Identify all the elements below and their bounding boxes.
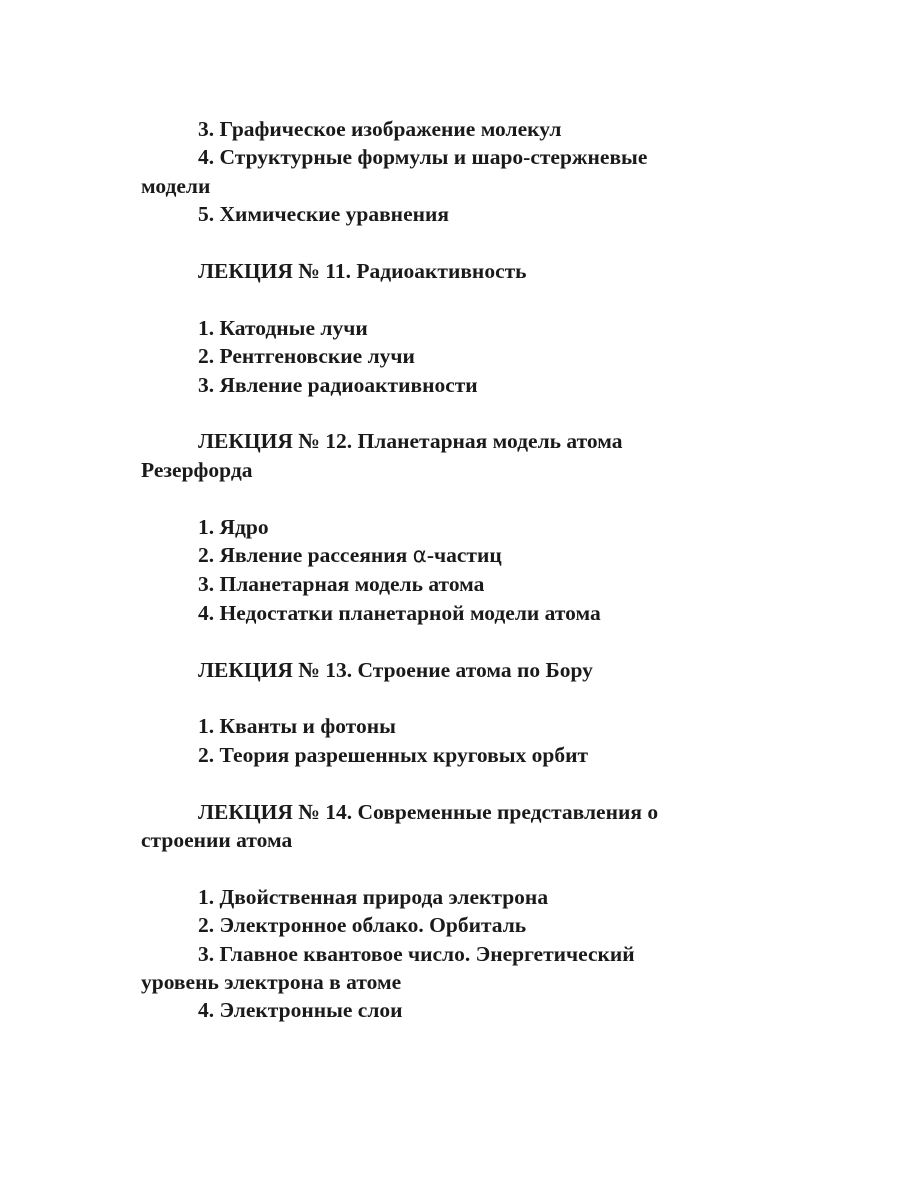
list-item: 2. Рентгеновские лучи bbox=[198, 344, 415, 369]
lecture-14-title: ЛЕКЦИЯ № 14. Современные представления о bbox=[198, 799, 659, 824]
list-item: 3. Планетарная модель атома bbox=[198, 572, 485, 597]
list-item: 2. Электронное облако. Орбиталь bbox=[198, 913, 527, 938]
spacer bbox=[141, 285, 741, 313]
list-item: 3. Графическое изображение молекул bbox=[198, 117, 562, 141]
lecture-13-title: ЛЕКЦИЯ № 13. Строение атома по Бору bbox=[198, 657, 593, 682]
spacer bbox=[141, 399, 741, 427]
lecture-12-title-continuation: Резерфорда bbox=[141, 457, 253, 482]
spacer bbox=[141, 484, 741, 512]
list-item bbox=[141, 541, 741, 570]
list-item-suffix: -частиц bbox=[426, 543, 502, 568]
spacer bbox=[141, 627, 741, 655]
lecture-12-title: ЛЕКЦИЯ № 12. Планетарная модель атома bbox=[198, 429, 623, 454]
spacer bbox=[141, 684, 741, 712]
spacer bbox=[141, 854, 741, 882]
list-item: 1. Ядро bbox=[198, 514, 269, 539]
list-item: 1. Кванты и фотоны bbox=[198, 714, 396, 739]
list-item: 2. Теория разрешенных круговых орбит bbox=[198, 742, 589, 767]
spacer bbox=[141, 229, 741, 257]
list-item: 3. Явление радиоактивности bbox=[198, 372, 478, 397]
list-item: 1. Двойственная природа электрона bbox=[198, 884, 549, 909]
lecture-14-title-continuation: строении атома bbox=[141, 828, 293, 853]
list-item-text: 2. Явление рассеяния bbox=[198, 543, 413, 568]
list-item-continuation: модели bbox=[141, 173, 211, 198]
list-item: 1. Катодные лучи bbox=[198, 315, 368, 340]
list-item: 3. Главное квантовое число. Энергетический bbox=[198, 941, 635, 966]
list-item: 4. Электронные слои bbox=[198, 998, 403, 1023]
alpha-symbol: α bbox=[412, 543, 427, 569]
list-item-continuation: уровень электрона в атоме bbox=[141, 970, 402, 995]
spacer bbox=[141, 769, 741, 797]
list-item: 5. Химические уравнения bbox=[198, 202, 450, 227]
list-item: 4. Структурные формулы и шаро-стержневые bbox=[198, 145, 648, 170]
list-item: 4. Недостатки планетарной модели атома bbox=[198, 600, 601, 625]
lecture-11-title: ЛЕКЦИЯ № 11. Радиоактивность bbox=[198, 259, 527, 284]
lecture-outline bbox=[141, 115, 741, 1025]
